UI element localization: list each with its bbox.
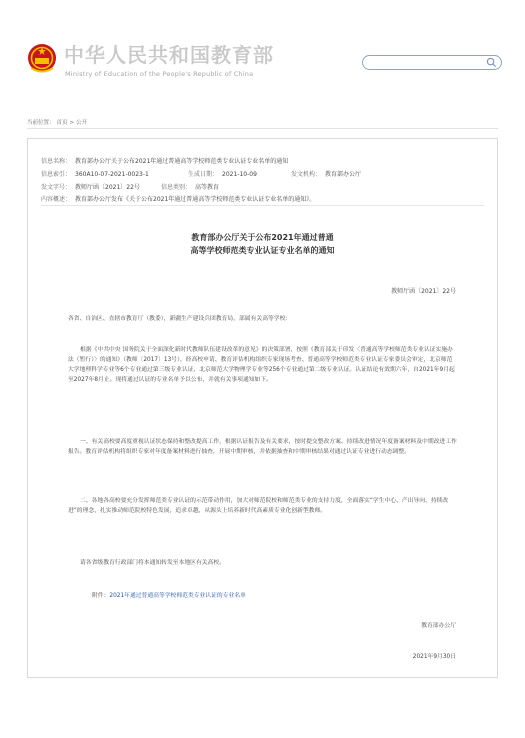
doc-number: 教师厅函〔2021〕22号 (391, 288, 456, 295)
divider (27, 128, 498, 129)
doc-paragraph-3: 二、各地各高校要充分发挥师范类专业认证的示范带动作用，加大对师范院校和师范类专业的支持力度，全面落实“学生中心、产出导向、持续改进”的理念，扎实推动师范院校特色发展，追求卓越，从源头上培养新时代高素质专业化创新型教师。 (68, 498, 449, 514)
site-header (0, 0, 525, 112)
doc-paragraph-2: 一、有关高校要高度重视认证状态保持和整改提高工作，根据认证报告及有关要求，按时提交整改方案、持续改进情况年度备案材料及中期改进工作报告。教育评估机构将组织专家对年度备案材料进行抽查，开展中期审核，并依据抽查和中期审核结果对通过认证专业进行动态调整。 (68, 439, 457, 455)
doc-paragraph-1: 根据《中共中央 国务院关于全面深化新时代教师队伍建设改革的意见》的决策部署，按照《教育部关于印发〈普通高等学校师范类专业认证实施办法（暂行）〉的通知》（教师〔2017〕13号），经高校申请、教育评估机构组织专家现场考查、普通高等学校师范类专业认证专家委员会审定，北京师范大学地理科学专业等6个专业通过第三级专业认证，北京师范大学物理学专业等256个专业通过第二级专业认证。认证结论有效期六年，自2021年9月起至2027年8月止。现将通过认证的专业名单予以公布，并就有关事项通知如下。 (68, 347, 455, 383)
meta-divider (41, 205, 484, 206)
doc-sign-date: 2021年9月30日 (412, 654, 456, 660)
attachment-link[interactable]: 2021年通过普通高等学校师范类专业认证的专业名单 (109, 593, 246, 599)
attachment (92, 590, 246, 599)
national-emblem-icon (27, 42, 57, 76)
meta-row-issuer: 发文机构： 教育部办公厅 (291, 171, 362, 178)
doc-title-line2: 高等学校师范类专业认证专业名单的通知 (190, 246, 335, 255)
meta-summary: 内容概述： 教育部办公厅发布《关于公布2021年通过普通高等学校师范类专业认证专业名单的通知》。 (41, 196, 316, 203)
doc-recipients: 各省、自治区、直辖市教育厅（教委），新疆生产建设兵团教育局，部属有关高等学校： (68, 316, 292, 322)
doc-signer: 教育部办公厅 (421, 623, 456, 629)
meta-row-index: 信息索引： 360A10-07-2021-0023-1 (41, 171, 149, 178)
doc-title-line1: 教育部办公厅关于公布2021年通过普通 (191, 233, 334, 242)
meta-row-date: 生成日期： 2021-10-09 (188, 171, 257, 178)
breadcrumb (27, 118, 89, 126)
meta-row-category: 信息类别： 高等教育 (161, 184, 220, 191)
breadcrumb-separator: > (69, 120, 75, 126)
search-input[interactable] (362, 55, 502, 70)
breadcrumb-home[interactable]: 首页 (56, 120, 68, 126)
meta-row-docno: 发文字号： 教师厅函〔2021〕22号 (41, 184, 140, 191)
breadcrumb-public[interactable]: 公开 (76, 120, 88, 126)
site-title[interactable]: 中华人民共和国教育部 (64, 43, 274, 67)
doc-paragraph-4: 请各省级教育行政部门将本通知转发至本地区有关高校。 (80, 560, 225, 566)
meta-info-name: 信息名称： 教育部办公厅关于公布2021年通过普通高等学校师范类专业认证专业名单的通知 (41, 158, 289, 165)
search-icon[interactable] (486, 57, 497, 68)
attachment-label: 附件： (92, 593, 110, 599)
site-subtitle: Ministry of Education of the People's Republic of China (65, 70, 254, 78)
breadcrumb-prefix: 当前位置： (27, 120, 55, 126)
